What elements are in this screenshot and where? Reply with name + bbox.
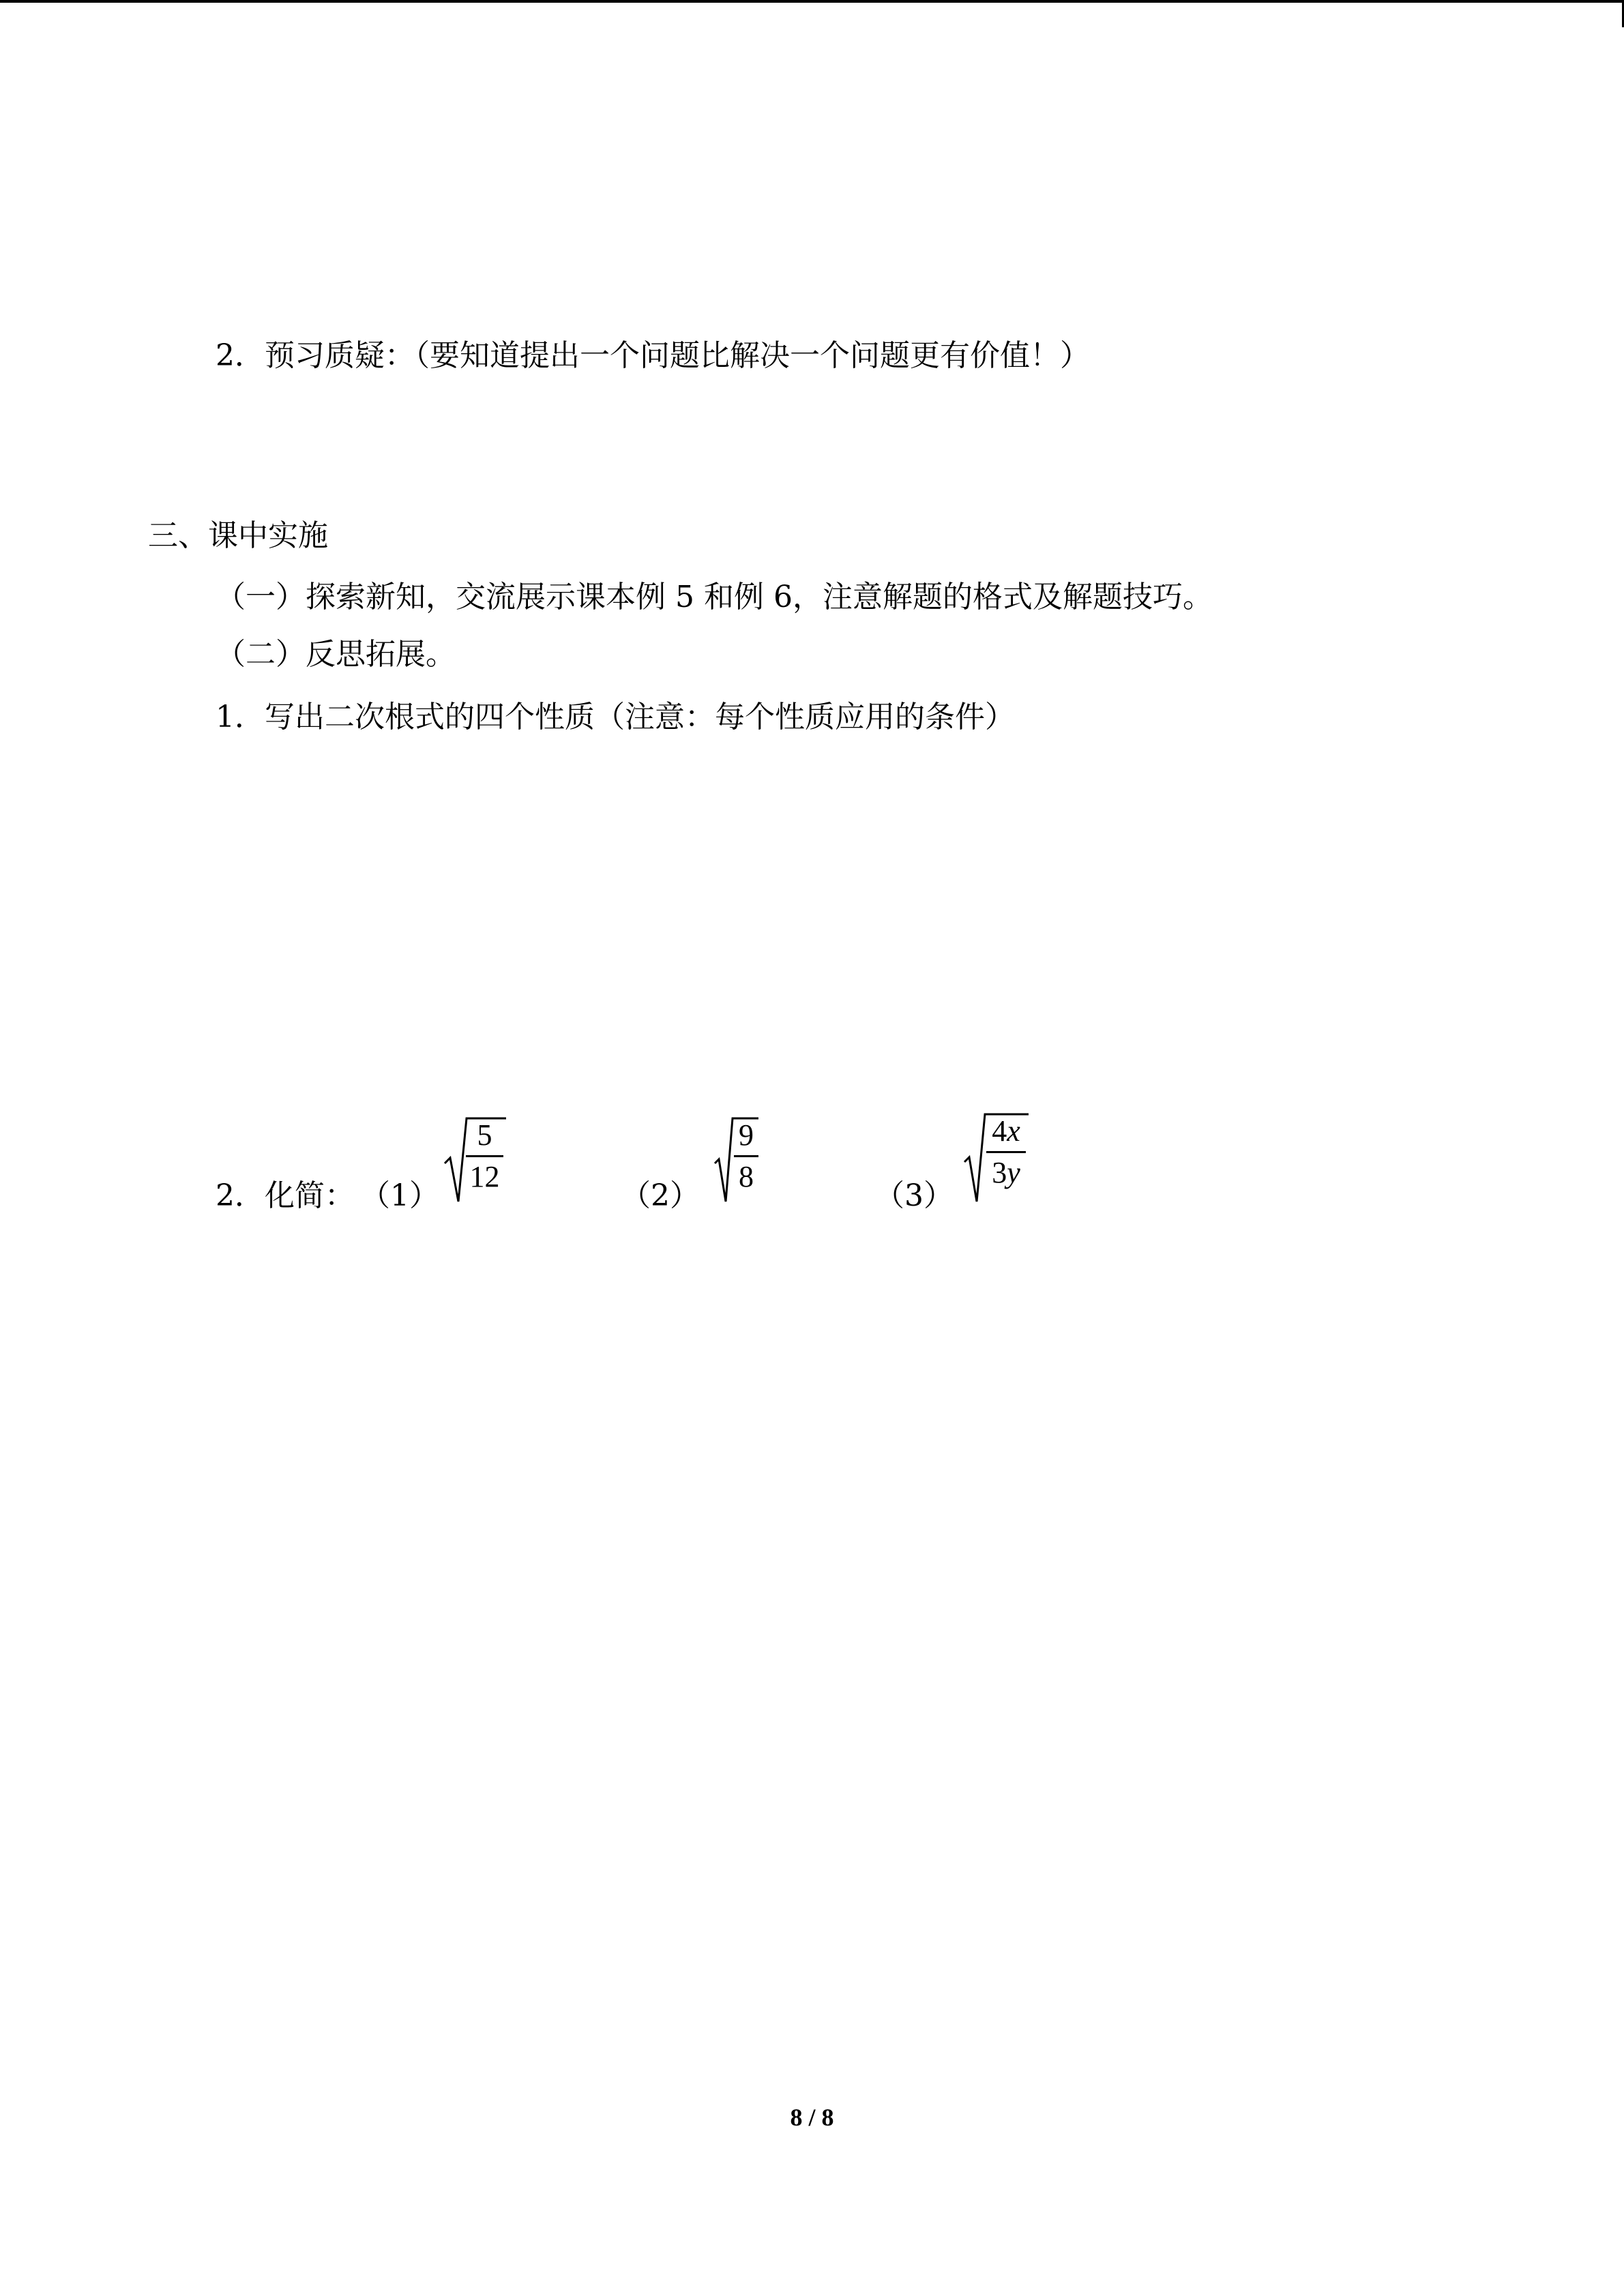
denominator: 3y [992,1156,1020,1189]
item-two-label: 2．化简： [216,1178,355,1213]
page-number: 8 / 8 [790,2104,834,2131]
item-one-text: 1．写出二次根式的四个性质（注意：每个性质应用的条件） [216,700,1015,734]
numerator: 9 [739,1118,754,1152]
fraction-1 [466,1118,503,1194]
part-two-text: （二）反思拓展。 [216,637,456,672]
problem-3-index: （3） [874,1178,954,1213]
numerator: 5 [477,1118,492,1152]
numerator: 4x [992,1114,1020,1148]
denominator: 8 [739,1160,754,1193]
denominator: 12 [469,1160,500,1193]
part-one-text: （一）探索新知，交流展示课本例 5 和例 6，注意解题的格式及解题技巧。 [216,580,1213,614]
preview-question: 2．预习质疑：（要知道提出一个问题比解决一个问题更有价值！） [216,338,1090,373]
page-top-border [0,0,1624,3]
fraction-3 [986,1114,1026,1190]
problem-2-index: （2） [621,1178,700,1213]
problem-1-index: （1） [360,1178,439,1213]
fraction-2 [734,1118,758,1194]
section-title: 三、课中实施 [148,518,328,553]
